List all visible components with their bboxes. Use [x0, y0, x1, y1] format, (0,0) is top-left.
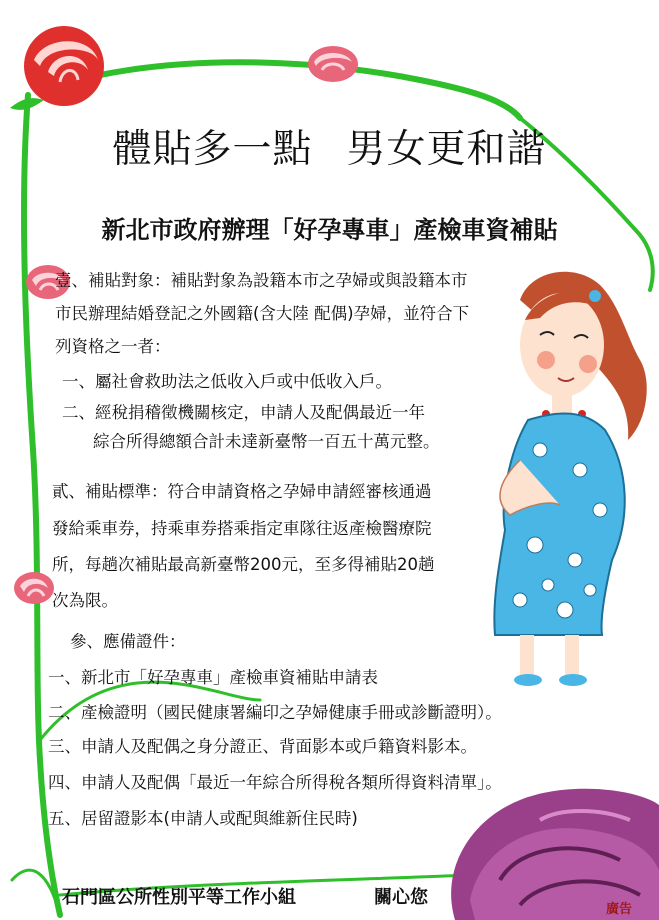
- pink-rose: [308, 46, 358, 82]
- section1-item2-line2: 綜合所得總額合計未達新臺幣一百五十萬元整。: [93, 432, 440, 451]
- section2-line4: 次為限。: [52, 591, 118, 610]
- section1-item2-line1: 二、經稅捐稽徵機關核定，申請人及配偶最近一年: [62, 403, 425, 422]
- footer-care: 關心您: [374, 887, 428, 908]
- pregnant-woman-illustration: [494, 272, 646, 686]
- section2-line3: 所，每趟次補貼最高新臺幣200元，至多得補貼20趟: [52, 555, 435, 574]
- required-doc-item: 三、申請人及配偶之身分證正、背面影本或戶籍資料影本。: [48, 737, 477, 756]
- title-part1: 體貼多一點: [112, 127, 313, 172]
- page-title: [0, 118, 659, 174]
- section1-item1: 一、屬社會救助法之低收入戶或中低收入戶。: [62, 372, 392, 391]
- required-doc-item: 二、產檢證明（國民健康署編印之孕婦健康手冊或診斷證明）。: [48, 703, 502, 722]
- section1-line3: 列資格之一者：: [55, 337, 171, 356]
- section3-heading: 參、應備證件：: [70, 632, 186, 651]
- section1-line2: 市民辦理結婚登記之外國籍(含大陸 配偶)孕婦，並符合下: [55, 304, 470, 323]
- required-doc-item: 五、居留證影本(申請人或配與維新住民時): [48, 809, 358, 828]
- section2-line1: 貳、補貼標準：符合申請資格之孕婦申請經審核通過: [52, 482, 432, 501]
- subtitle: 新北市政府辦理「好孕專車」產檢車資補貼: [101, 215, 558, 244]
- pink-rose-small-2: [14, 572, 54, 604]
- section1-line1: 壹、補貼對象：補貼對象為設籍本市之孕婦或與設籍本市: [55, 271, 468, 290]
- ad-label: 廣告: [606, 902, 633, 917]
- footer-org: 石門區公所性別平等工作小組: [62, 887, 296, 908]
- red-rose: [10, 26, 104, 110]
- required-doc-item: 一、新北市「好孕專車」產檢車資補貼申請表: [48, 668, 378, 687]
- section2-line2: 發給乘車券，持乘車券搭乘指定車隊往返產檢醫療院: [52, 519, 432, 538]
- title-part2: 男女更和諧: [346, 127, 547, 172]
- required-doc-item: 四、申請人及配偶「最近一年綜合所得稅各類所得資料清單」。: [48, 773, 502, 792]
